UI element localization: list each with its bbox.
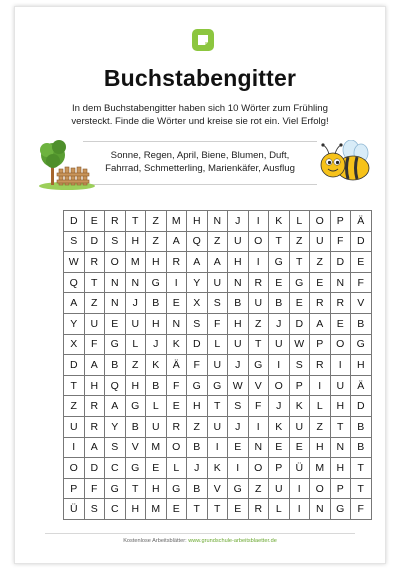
- grid-cell[interactable]: D: [351, 231, 372, 252]
- grid-cell[interactable]: U: [269, 334, 290, 355]
- grid-cell[interactable]: I: [248, 416, 269, 437]
- grid-cell[interactable]: O: [105, 252, 126, 273]
- grid-cell[interactable]: M: [125, 252, 146, 273]
- grid-cell[interactable]: K: [269, 416, 290, 437]
- footer-text: Kostenlose Arbeitsblätter:: [123, 538, 187, 544]
- grid-cell[interactable]: K: [269, 211, 290, 232]
- grid-cell[interactable]: R: [310, 293, 331, 314]
- instructions-line-1: In dem Buchstabengitter haben sich 10 Wörter zum Frühling: [72, 103, 328, 114]
- grid-cell[interactable]: V: [248, 375, 269, 396]
- grid-cell[interactable]: E: [310, 272, 331, 293]
- word-list-line-1: Sonne, Regen, April, Biene, Blumen, Duft,: [110, 150, 290, 161]
- footer-divider: [45, 533, 355, 534]
- grid-cell[interactable]: P: [64, 478, 85, 499]
- grid-cell[interactable]: J: [146, 334, 167, 355]
- instructions-line-2: versteckt. Finde die Wörter und kreise sie rot ein. Viel Erfolg!: [71, 115, 329, 127]
- grid-cell[interactable]: S: [105, 231, 126, 252]
- grid-cell[interactable]: H: [125, 499, 146, 520]
- grid-cell[interactable]: T: [84, 272, 105, 293]
- grid-cell[interactable]: H: [125, 231, 146, 252]
- grid-cell[interactable]: Z: [84, 293, 105, 314]
- grid-cell[interactable]: Ä: [166, 355, 187, 376]
- grid-cell[interactable]: R: [310, 355, 331, 376]
- grid-cell[interactable]: I: [310, 375, 331, 396]
- grid-cell[interactable]: J: [228, 416, 249, 437]
- grid-cell[interactable]: F: [207, 313, 228, 334]
- grid-cell[interactable]: J: [228, 211, 249, 232]
- grid-row: [64, 272, 372, 293]
- grid-cell[interactable]: U: [228, 334, 249, 355]
- grid-cell[interactable]: P: [310, 334, 331, 355]
- grid-cell[interactable]: D: [187, 334, 208, 355]
- grid-cell[interactable]: Z: [248, 313, 269, 334]
- grid-cell[interactable]: B: [351, 416, 372, 437]
- grid-cell[interactable]: Ä: [351, 375, 372, 396]
- grid-cell[interactable]: H: [187, 211, 208, 232]
- grid-cell[interactable]: E: [228, 437, 249, 458]
- grid-cell[interactable]: C: [105, 499, 126, 520]
- grid-row: [64, 252, 372, 273]
- grid-cell[interactable]: J: [269, 313, 290, 334]
- grid-cell[interactable]: Z: [125, 355, 146, 376]
- grid-cell[interactable]: Z: [289, 231, 310, 252]
- grid-cell[interactable]: C: [105, 458, 126, 479]
- grid-cell[interactable]: N: [310, 499, 331, 520]
- grid-cell[interactable]: L: [310, 396, 331, 417]
- logo-icon: [192, 29, 214, 51]
- grid-cell[interactable]: A: [64, 293, 85, 314]
- grid-cell[interactable]: U: [289, 416, 310, 437]
- grid-row: [64, 396, 372, 417]
- grid-cell[interactable]: B: [351, 437, 372, 458]
- grid-cell[interactable]: H: [330, 458, 351, 479]
- grid-cell[interactable]: O: [330, 334, 351, 355]
- grid-cell[interactable]: R: [248, 499, 269, 520]
- grid-cell[interactable]: A: [84, 355, 105, 376]
- grid-cell[interactable]: Z: [248, 478, 269, 499]
- grid-cell[interactable]: T: [289, 252, 310, 273]
- grid-cell[interactable]: Ü: [64, 499, 85, 520]
- grid-cell[interactable]: R: [248, 272, 269, 293]
- grid-cell[interactable]: E: [269, 272, 290, 293]
- grid-cell[interactable]: H: [330, 396, 351, 417]
- grid-cell[interactable]: G: [207, 375, 228, 396]
- word-list-line-2: Fahrrad, Schmetterling, Marienkäfer, Ausflug: [105, 162, 295, 174]
- grid-cell[interactable]: O: [269, 375, 290, 396]
- grid-cell[interactable]: W: [228, 375, 249, 396]
- grid-cell[interactable]: J: [269, 396, 290, 417]
- grid-cell[interactable]: O: [248, 458, 269, 479]
- grid-cell[interactable]: A: [166, 231, 187, 252]
- grid-cell[interactable]: Y: [64, 313, 85, 334]
- grid-cell[interactable]: I: [248, 252, 269, 273]
- grid-cell[interactable]: H: [146, 478, 167, 499]
- grid-cell[interactable]: Z: [310, 252, 331, 273]
- grid-cell[interactable]: Z: [207, 231, 228, 252]
- grid-cell[interactable]: F: [166, 375, 187, 396]
- grid-cell[interactable]: J: [187, 458, 208, 479]
- grid-cell[interactable]: N: [125, 272, 146, 293]
- grid-cell[interactable]: T: [207, 396, 228, 417]
- grid-cell[interactable]: T: [330, 416, 351, 437]
- grid-cell[interactable]: G: [146, 272, 167, 293]
- grid-cell[interactable]: E: [351, 252, 372, 273]
- grid-cell[interactable]: L: [289, 211, 310, 232]
- grid-cell[interactable]: I: [166, 272, 187, 293]
- grid-cell[interactable]: E: [289, 293, 310, 314]
- footer: [15, 538, 385, 544]
- grid-cell[interactable]: I: [248, 211, 269, 232]
- grid-cell[interactable]: D: [64, 355, 85, 376]
- grid-row: [64, 313, 372, 334]
- grid-cell[interactable]: B: [146, 293, 167, 314]
- grid-row: [64, 211, 372, 232]
- grid-cell[interactable]: R: [330, 293, 351, 314]
- grid-cell[interactable]: O: [248, 231, 269, 252]
- tree-fence-illustration: [37, 135, 97, 191]
- grid-cell[interactable]: F: [84, 334, 105, 355]
- grid-cell[interactable]: T: [125, 478, 146, 499]
- grid-cell[interactable]: B: [228, 293, 249, 314]
- grid-cell[interactable]: E: [330, 313, 351, 334]
- grid-cell[interactable]: E: [146, 458, 167, 479]
- grid-cell[interactable]: Y: [105, 416, 126, 437]
- grid-cell[interactable]: B: [146, 375, 167, 396]
- grid-row: [64, 231, 372, 252]
- grid-cell[interactable]: I: [330, 355, 351, 376]
- grid-cell[interactable]: A: [310, 313, 331, 334]
- grid-cell[interactable]: E: [166, 293, 187, 314]
- grid-row: [64, 334, 372, 355]
- grid-cell[interactable]: T: [64, 375, 85, 396]
- grid-cell[interactable]: S: [289, 355, 310, 376]
- divider: [83, 184, 317, 185]
- grid-cell[interactable]: K: [207, 458, 228, 479]
- grid-cell[interactable]: Y: [187, 272, 208, 293]
- grid-cell[interactable]: S: [207, 293, 228, 314]
- grid-cell[interactable]: N: [330, 437, 351, 458]
- grid-cell[interactable]: H: [84, 375, 105, 396]
- grid-cell[interactable]: Z: [64, 396, 85, 417]
- grid-cell[interactable]: T: [248, 334, 269, 355]
- grid-cell[interactable]: B: [269, 293, 290, 314]
- grid-cell[interactable]: A: [84, 437, 105, 458]
- grid-cell[interactable]: U: [310, 231, 331, 252]
- grid-cell[interactable]: B: [351, 313, 372, 334]
- grid-cell[interactable]: T: [269, 231, 290, 252]
- grid-cell[interactable]: H: [146, 252, 167, 273]
- grid-cell[interactable]: U: [207, 272, 228, 293]
- bee-illustration: [315, 140, 373, 186]
- grid-cell[interactable]: U: [248, 293, 269, 314]
- grid-cell[interactable]: F: [248, 396, 269, 417]
- grid-cell[interactable]: O: [166, 437, 187, 458]
- grid-cell[interactable]: Q: [105, 375, 126, 396]
- grid-cell[interactable]: Z: [146, 211, 167, 232]
- grid-cell[interactable]: R: [84, 416, 105, 437]
- grid-cell[interactable]: F: [351, 272, 372, 293]
- grid-cell[interactable]: A: [105, 396, 126, 417]
- grid-cell[interactable]: L: [166, 458, 187, 479]
- grid-cell[interactable]: G: [269, 252, 290, 273]
- grid-cell[interactable]: W: [289, 334, 310, 355]
- grid-cell[interactable]: Z: [187, 416, 208, 437]
- grid-cell[interactable]: P: [289, 375, 310, 396]
- grid-row: [64, 458, 372, 479]
- grid-cell[interactable]: R: [84, 396, 105, 417]
- grid-cell[interactable]: Q: [64, 272, 85, 293]
- grid-cell[interactable]: M: [310, 458, 331, 479]
- grid-cell[interactable]: V: [351, 293, 372, 314]
- grid-cell[interactable]: P: [330, 211, 351, 232]
- grid-cell[interactable]: H: [228, 313, 249, 334]
- grid-cell[interactable]: L: [269, 499, 290, 520]
- grid-row: [64, 375, 372, 396]
- grid-cell[interactable]: B: [187, 478, 208, 499]
- grid-cell[interactable]: L: [146, 396, 167, 417]
- grid-cell[interactable]: S: [105, 437, 126, 458]
- grid-cell[interactable]: O: [310, 211, 331, 232]
- grid-cell[interactable]: U: [330, 375, 351, 396]
- grid-cell[interactable]: Z: [146, 231, 167, 252]
- grid-cell[interactable]: W: [64, 252, 85, 273]
- grid-cell[interactable]: U: [207, 355, 228, 376]
- grid-cell[interactable]: S: [228, 396, 249, 417]
- grid-cell[interactable]: R: [166, 416, 187, 437]
- grid-cell[interactable]: D: [289, 313, 310, 334]
- grid-cell[interactable]: G: [228, 478, 249, 499]
- grid-cell[interactable]: I: [207, 437, 228, 458]
- grid-cell[interactable]: F: [351, 499, 372, 520]
- grid-cell[interactable]: X: [187, 293, 208, 314]
- grid-cell[interactable]: G: [166, 478, 187, 499]
- grid-row: [64, 437, 372, 458]
- grid-cell[interactable]: H: [351, 355, 372, 376]
- grid-cell[interactable]: H: [125, 375, 146, 396]
- grid-cell[interactable]: I: [289, 478, 310, 499]
- grid-cell[interactable]: Z: [310, 416, 331, 437]
- grid-cell[interactable]: G: [105, 478, 126, 499]
- grid-cell[interactable]: G: [351, 334, 372, 355]
- grid-cell[interactable]: S: [187, 313, 208, 334]
- grid-cell[interactable]: U: [84, 313, 105, 334]
- page-title: Buchstabengitter: [103, 65, 297, 91]
- grid-row: [64, 416, 372, 437]
- grid-cell[interactable]: D: [84, 458, 105, 479]
- grid-cell[interactable]: J: [228, 355, 249, 376]
- grid-cell[interactable]: T: [351, 458, 372, 479]
- grid-cell[interactable]: G: [187, 375, 208, 396]
- grid-cell[interactable]: R: [84, 252, 105, 273]
- grid-cell[interactable]: B: [187, 437, 208, 458]
- grid-cell[interactable]: G: [125, 458, 146, 479]
- grid-cell[interactable]: K: [166, 334, 187, 355]
- grid-cell[interactable]: M: [146, 437, 167, 458]
- grid-cell[interactable]: K: [146, 355, 167, 376]
- grid-cell[interactable]: I: [269, 355, 290, 376]
- grid-cell[interactable]: F: [84, 478, 105, 499]
- grid-cell[interactable]: D: [84, 231, 105, 252]
- grid-cell[interactable]: F: [187, 355, 208, 376]
- grid-cell[interactable]: I: [228, 458, 249, 479]
- grid-cell[interactable]: N: [166, 313, 187, 334]
- grid-cell[interactable]: I: [289, 499, 310, 520]
- grid-cell[interactable]: M: [146, 499, 167, 520]
- grid-cell[interactable]: V: [125, 437, 146, 458]
- grid-cell[interactable]: L: [207, 334, 228, 355]
- grid-cell[interactable]: B: [105, 355, 126, 376]
- grid-cell[interactable]: D: [64, 211, 85, 232]
- footer-url[interactable]: www.grundschule-arbeitsblaetter.de: [188, 538, 277, 544]
- grid-row: [64, 355, 372, 376]
- grid-cell[interactable]: E: [166, 499, 187, 520]
- grid-cell[interactable]: O: [310, 478, 331, 499]
- grid-cell[interactable]: T: [207, 499, 228, 520]
- grid-cell[interactable]: E: [228, 499, 249, 520]
- grid-cell[interactable]: N: [228, 272, 249, 293]
- grid-cell[interactable]: E: [105, 313, 126, 334]
- grid-cell[interactable]: U: [207, 416, 228, 437]
- grid-cell[interactable]: E: [289, 437, 310, 458]
- grid-cell[interactable]: A: [187, 252, 208, 273]
- grid-cell[interactable]: Ä: [351, 211, 372, 232]
- grid-cell[interactable]: S: [64, 231, 85, 252]
- grid-cell[interactable]: H: [228, 252, 249, 273]
- grid-cell[interactable]: N: [248, 437, 269, 458]
- grid-cell[interactable]: S: [84, 499, 105, 520]
- instructions: [45, 103, 355, 128]
- grid-cell[interactable]: U: [269, 478, 290, 499]
- grid-cell[interactable]: P: [330, 478, 351, 499]
- grid-cell[interactable]: A: [207, 252, 228, 273]
- grid-cell[interactable]: D: [330, 252, 351, 273]
- grid-cell[interactable]: O: [64, 458, 85, 479]
- grid-row: [64, 478, 372, 499]
- grid-cell[interactable]: U: [228, 231, 249, 252]
- grid-cell[interactable]: G: [105, 334, 126, 355]
- divider: [83, 141, 317, 142]
- grid-cell[interactable]: K: [289, 396, 310, 417]
- grid-cell[interactable]: H: [310, 437, 331, 458]
- grid-cell[interactable]: F: [330, 231, 351, 252]
- grid-cell[interactable]: G: [248, 355, 269, 376]
- grid-cell[interactable]: L: [125, 334, 146, 355]
- grid-cell[interactable]: Q: [187, 231, 208, 252]
- letter-grid: [63, 210, 372, 520]
- grid-cell[interactable]: U: [64, 416, 85, 437]
- grid-cell[interactable]: M: [166, 211, 187, 232]
- grid-cell[interactable]: U: [146, 416, 167, 437]
- grid-cell[interactable]: H: [187, 396, 208, 417]
- grid-cell[interactable]: H: [146, 313, 167, 334]
- grid-cell[interactable]: J: [125, 293, 146, 314]
- grid-cell[interactable]: G: [289, 272, 310, 293]
- grid-cell[interactable]: I: [64, 437, 85, 458]
- grid-cell[interactable]: E: [166, 396, 187, 417]
- grid-cell[interactable]: G: [330, 499, 351, 520]
- grid-row: [64, 499, 372, 520]
- grid-cell[interactable]: P: [269, 458, 290, 479]
- grid-cell[interactable]: T: [125, 211, 146, 232]
- grid-row: [64, 293, 372, 314]
- grid-cell[interactable]: G: [125, 396, 146, 417]
- grid-cell[interactable]: U: [125, 313, 146, 334]
- grid-cell[interactable]: R: [105, 211, 126, 232]
- grid-cell[interactable]: N: [207, 211, 228, 232]
- grid-cell[interactable]: E: [84, 211, 105, 232]
- grid-cell[interactable]: T: [187, 499, 208, 520]
- grid-cell[interactable]: R: [166, 252, 187, 273]
- grid-cell[interactable]: D: [351, 396, 372, 417]
- grid-cell[interactable]: Ü: [289, 458, 310, 479]
- worksheet-page: [14, 6, 386, 564]
- grid-cell[interactable]: X: [64, 334, 85, 355]
- grid-cell[interactable]: V: [207, 478, 228, 499]
- grid-cell[interactable]: N: [105, 293, 126, 314]
- grid-cell[interactable]: E: [269, 437, 290, 458]
- grid-cell[interactable]: T: [351, 478, 372, 499]
- grid-cell[interactable]: N: [105, 272, 126, 293]
- grid-cell[interactable]: N: [330, 272, 351, 293]
- grid-cell[interactable]: B: [125, 416, 146, 437]
